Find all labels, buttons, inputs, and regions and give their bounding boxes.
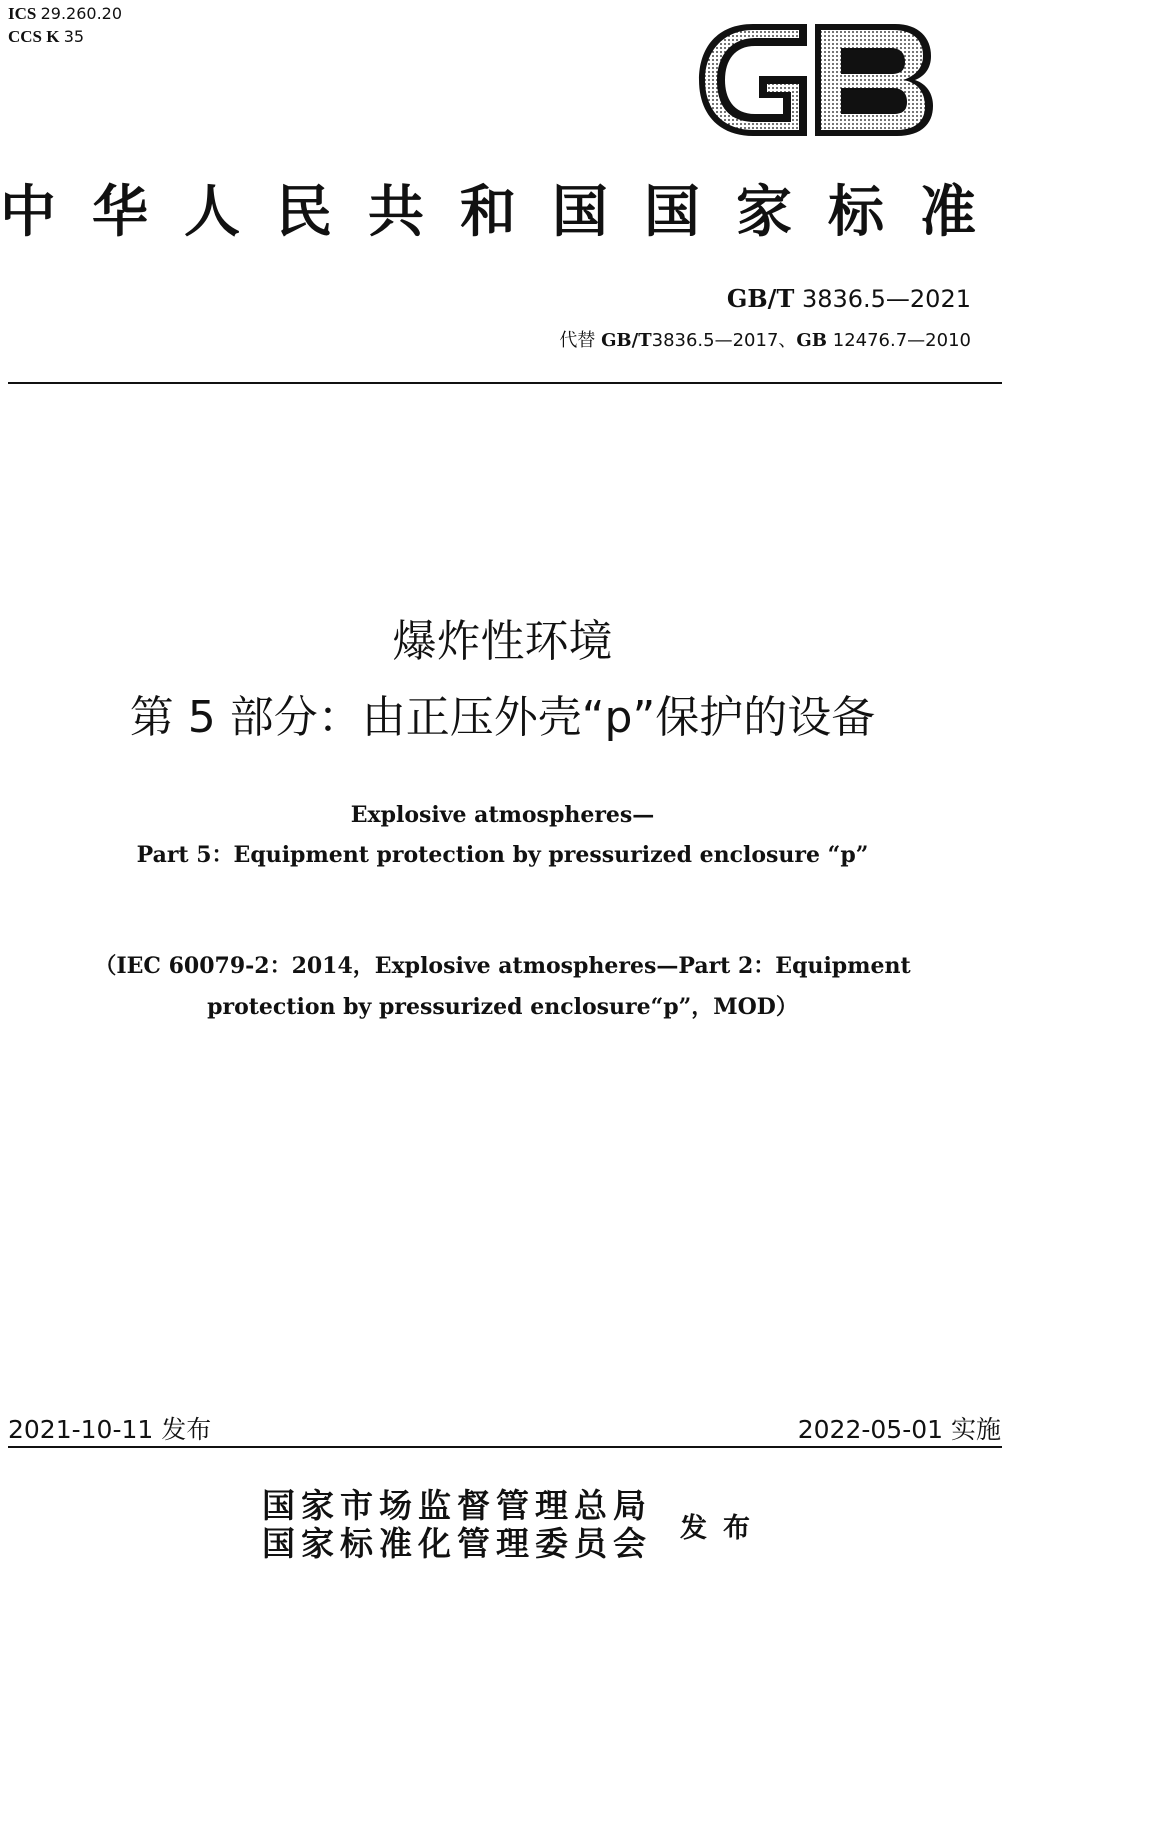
ccs-class: K	[46, 27, 60, 46]
replaces-code-2: GB	[796, 330, 828, 351]
national-standard-title: 中华人民共和国国家标准	[0, 180, 1012, 245]
cn-title-line-2: 第 5 部分：由正压外壳“p”保护的设备	[129, 692, 876, 743]
en-title-line-2: Part 5：Equipment protection by pressurized enclosure “p”	[136, 842, 869, 868]
ics-code-line	[8, 4, 122, 24]
replaces-separator: 、	[778, 330, 797, 351]
ccs-code: 35	[63, 27, 85, 46]
iec-reference-line-2: protection by pressurized enclosure“p”，MOD）	[207, 994, 798, 1020]
en-title-line-1: Explosive atmospheres—	[350, 802, 655, 828]
ics-code: 29.260.20	[40, 4, 123, 23]
header-divider	[8, 382, 1002, 384]
replaces-code-1: GB/T	[601, 330, 652, 351]
replaces-num-2: 12476.7—2010	[832, 330, 971, 351]
replaces-num-1: 3836.5—2017	[651, 330, 779, 351]
issuer-samr: 国家市场监督管理总局	[262, 1486, 652, 1525]
implementation-date: 2022-05-01 实施	[797, 1415, 1001, 1444]
standard-code: GB/T	[726, 284, 795, 313]
issue-date: 2021-10-11 发布	[8, 1415, 212, 1444]
standard-number	[727, 284, 971, 313]
publish-label: 发布	[680, 1513, 766, 1544]
replaces-line	[559, 326, 971, 352]
gb-logo-icon	[695, 18, 935, 142]
replaces-prefix: 代替	[559, 330, 596, 351]
iec-reference-line-1: （IEC 60079-2：2014，Explosive atmospheres—Part 2：Equipment	[94, 953, 911, 979]
ccs-label: CCS	[8, 27, 43, 46]
footer-divider	[8, 1446, 1002, 1448]
ccs-code-line	[8, 27, 84, 47]
cn-title-line-1: 爆炸性环境	[392, 616, 613, 667]
issuer-sac: 国家标准化管理委员会	[262, 1524, 652, 1563]
ics-label: ICS	[8, 4, 37, 23]
standard-number-value: 3836.5—2021	[801, 285, 971, 313]
